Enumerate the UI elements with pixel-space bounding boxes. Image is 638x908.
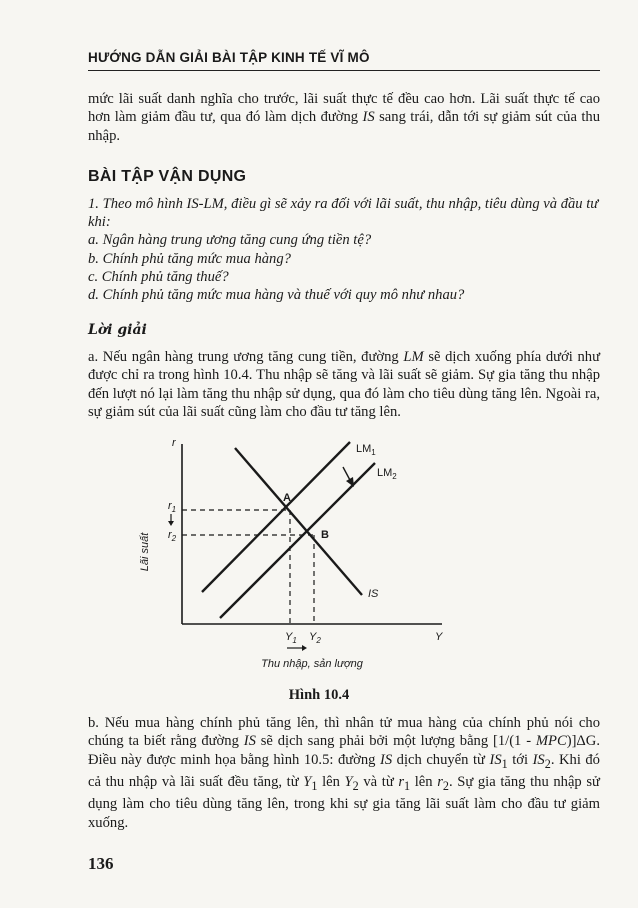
answer-b-text: lên — [317, 774, 345, 791]
is-curve — [235, 448, 362, 595]
y1-label: $Y_1$ — [285, 631, 297, 645]
point-a-label: A — [283, 492, 291, 504]
lm-shift-arrowhead — [346, 477, 354, 487]
question-item-c: c. Chính phủ tăng thuế? — [88, 268, 229, 285]
r-shift-arrowhead — [168, 521, 174, 526]
is-label: IS — [368, 588, 379, 600]
answer-b-y2: Y — [344, 774, 353, 791]
answer-b-is: IS — [243, 733, 256, 750]
question-item-a: a. Ngân hàng trung ương tăng cung ứng tiền tệ? — [88, 232, 372, 249]
answer-b-is: IS — [379, 751, 393, 768]
subscript: 2 — [544, 756, 551, 771]
r1-label: $r_1$ — [168, 500, 177, 514]
question-item-d: d. Chính phủ tăng mức mua hàng và thuế với quy mô như nhau? — [88, 287, 465, 304]
answer-b-text: tới — [507, 751, 533, 768]
figure-caption: Hình 10.4 — [288, 687, 350, 703]
question-item-b: b. Chính phủ tăng mức mua hàng? — [88, 250, 291, 267]
answer-b-text: b. Nếu mua hàng chính phủ tăng lên, thì nhân tử mua hàng của chính phủ nói cho chúng ta biết rằng đường — [88, 715, 600, 750]
section-title: BÀI TẬP VẬN DỤNG — [88, 168, 247, 185]
answer-a-text-2: sẽ dịch xuống phía dưới như được chỉ ra trong hình 10.4. Thu nhập sẽ tăng và lãi suất sẽ giảm. Sự gia tăng thu nhập đến lượt nó lại làm tăng thu nhập sử dụng, qua đó làm cho tiêu dùng tăng lên. Ngoài ra, sự giảm sút của lãi suất cũng làm cho đầu tư tăng lên. — [88, 349, 601, 421]
answer-b-r1: r — [398, 774, 405, 791]
answer-b-text: lên — [410, 774, 438, 791]
figure-is-lm — [130, 430, 460, 680]
answer-b-is2: IS — [532, 751, 545, 768]
y-shift-arrowhead — [302, 645, 307, 651]
answer-b-text: và từ — [358, 774, 399, 791]
answer-b-text: . Khi đó cả thu nhập và lãi suất đều tăng, từ — [88, 751, 600, 791]
answer-b-text: dịch chuyển từ — [392, 751, 490, 768]
intro-text-1: mức lãi suất danh nghĩa cho trước, lãi suất thực tế đều cao hơn. Lãi suất thực tế cao hơn làm giảm đầu tư, qua đó làm dịch đường — [88, 91, 600, 126]
y-axis-label: r — [172, 437, 176, 449]
lm1-label: $LM_1$ — [356, 443, 376, 457]
lm2-label: $LM_2$ — [377, 467, 397, 481]
answer-b-is1: IS — [489, 751, 502, 768]
y2-label: $Y_2$ — [309, 631, 321, 645]
question-stem: 1. Theo mô hình IS-LM, điều gì sẽ xảy ra đối với lãi suất, thu nhập, tiêu dùng và đầu tư khi: — [88, 196, 599, 231]
is-lm-diagram — [130, 430, 460, 675]
answer-a-paragraph — [88, 348, 600, 422]
subscript: 2 — [352, 779, 359, 794]
page-number: 136 — [88, 854, 114, 873]
lm2-curve — [220, 463, 375, 618]
intro-text-2: sang trái, dẫn tới sự giảm sút của thu nhập. — [88, 109, 600, 144]
subscript: 2 — [442, 779, 449, 794]
answer-b-text: )]ΔG. Điều này được minh họa bằng hình 10.5: đường — [88, 733, 600, 768]
solution-label: Lời giải — [88, 322, 147, 338]
point-b-label: B — [321, 529, 329, 541]
answer-b-paragraph — [88, 714, 600, 832]
answer-b-r2: r — [437, 774, 443, 791]
answer-b-mpc: MPC — [535, 733, 567, 750]
answer-b-text: . Sự gia tăng thu nhập sử dụng làm cho tiêu dùng tăng lên, trong khi sự gia tăng lãi suất làm cho đầu tư giảm xuống. — [88, 774, 600, 831]
answer-b-y1: Y — [303, 774, 312, 791]
x-axis-title: Thu nhập, sản lượng — [261, 658, 363, 670]
subscript: 1 — [311, 779, 318, 794]
running-header: HƯỚNG DẪN GIẢI BÀI TẬP KINH TẾ VĨ MÔ — [88, 50, 600, 71]
question-block — [88, 195, 600, 304]
subscript: 1 — [501, 756, 508, 771]
lm1-curve — [202, 442, 350, 592]
y-axis-title: Lãi suất — [139, 532, 151, 572]
intro-is: IS — [362, 109, 375, 126]
answer-a-lm: LM — [403, 349, 424, 365]
answer-b-text: sẽ dịch sang phải bởi một lượng bằng [1/(1 - — [255, 733, 536, 750]
r2-label: $r_2$ — [168, 529, 177, 543]
subscript: 1 — [404, 779, 411, 794]
x-axis-label: Y — [435, 631, 443, 643]
intro-paragraph — [88, 90, 600, 145]
answer-a-text-1: a. Nếu ngân hàng trung ương tăng cung tiền, đường — [88, 349, 404, 365]
